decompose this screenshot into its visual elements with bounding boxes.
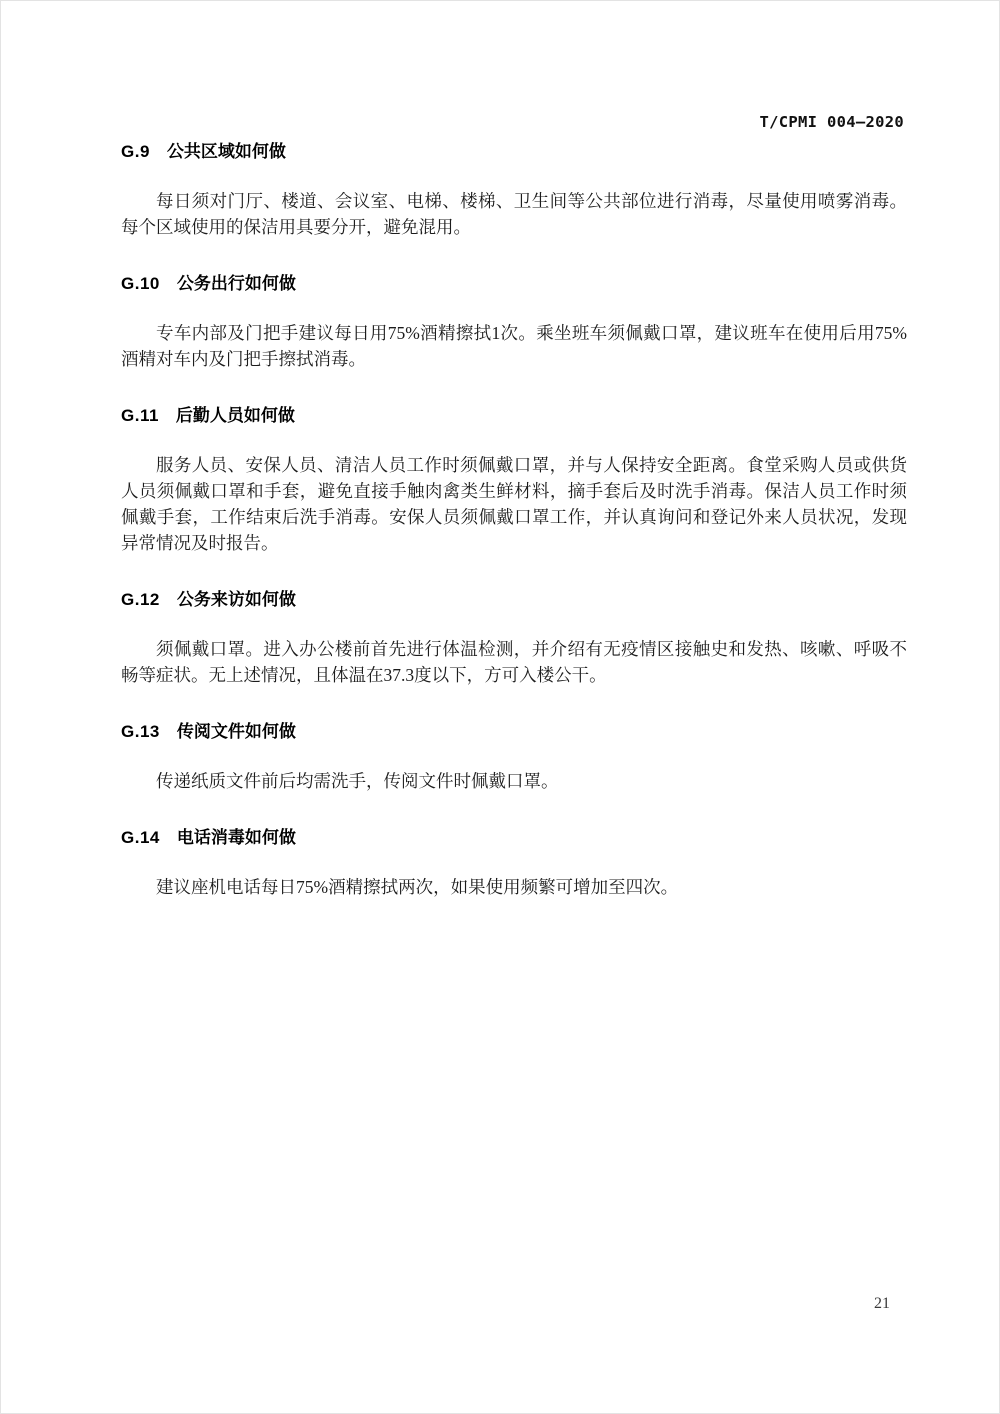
section-title: 传阅文件如何做	[176, 722, 296, 741]
document-section	[121, 139, 907, 240]
section-number: G.11	[121, 406, 159, 425]
section-number: G.10	[121, 274, 160, 293]
section-paragraph: 专车内部及门把手建议每日用75%酒精擦拭1次。乘坐班车须佩戴口罩，建议班车在使用后用75%酒精对车内及门把手擦拭消毒。	[121, 323, 907, 369]
section-title: 后勤人员如何做	[175, 406, 295, 425]
section-heading	[121, 719, 907, 745]
document-body	[121, 139, 907, 931]
document-section	[121, 403, 907, 556]
section-heading	[121, 139, 907, 165]
section-title: 公共区域如何做	[166, 142, 286, 161]
section-heading	[121, 403, 907, 429]
section-heading	[121, 587, 907, 613]
section-paragraph: 每日须对门厅、楼道、会议室、电梯、楼梯、卫生间等公共部位进行消毒，尽量使用喷雾消毒。每个区域使用的保洁用具要分开，避免混用。	[121, 191, 907, 237]
section-heading	[121, 271, 907, 297]
section-number: G.9	[121, 142, 150, 161]
section-paragraph: 建议座机电话每日75%酒精擦拭两次，如果使用频繁可增加至四次。	[156, 877, 679, 897]
section-title: 公务出行如何做	[176, 274, 296, 293]
document-section	[121, 271, 907, 372]
section-paragraph: 传递纸质文件前后均需洗手，传阅文件时佩戴口罩。	[156, 771, 559, 791]
section-title: 电话消毒如何做	[176, 828, 296, 847]
section-number: G.12	[121, 590, 160, 609]
document-section	[121, 825, 907, 900]
section-paragraph: 须佩戴口罩。进入办公楼前首先进行体温检测，并介绍有无疫情区接触史和发热、咳嗽、呼吸不畅等症状。无上述情况，且体温在37.3度以下，方可入楼公干。	[121, 639, 907, 685]
document-section	[121, 719, 907, 794]
section-number: G.13	[121, 722, 160, 741]
section-paragraph: 服务人员、安保人员、清洁人员工作时须佩戴口罩，并与人保持安全距离。食堂采购人员或供货人员须佩戴口罩和手套，避免直接手触肉禽类生鲜材料，摘手套后及时洗手消毒。保洁人员工作时须佩戴手套，工作结束后洗手消毒。安保人员须佩戴口罩工作，并认真询问和登记外来人员状况，发现异常情况及时报告。	[121, 455, 907, 553]
section-heading	[121, 825, 907, 851]
section-number: G.14	[121, 828, 160, 847]
standard-number: T/CPMI 004—2020	[759, 113, 904, 131]
section-title: 公务来访如何做	[176, 590, 296, 609]
page-number: 21	[874, 1295, 890, 1312]
document-section	[121, 587, 907, 688]
